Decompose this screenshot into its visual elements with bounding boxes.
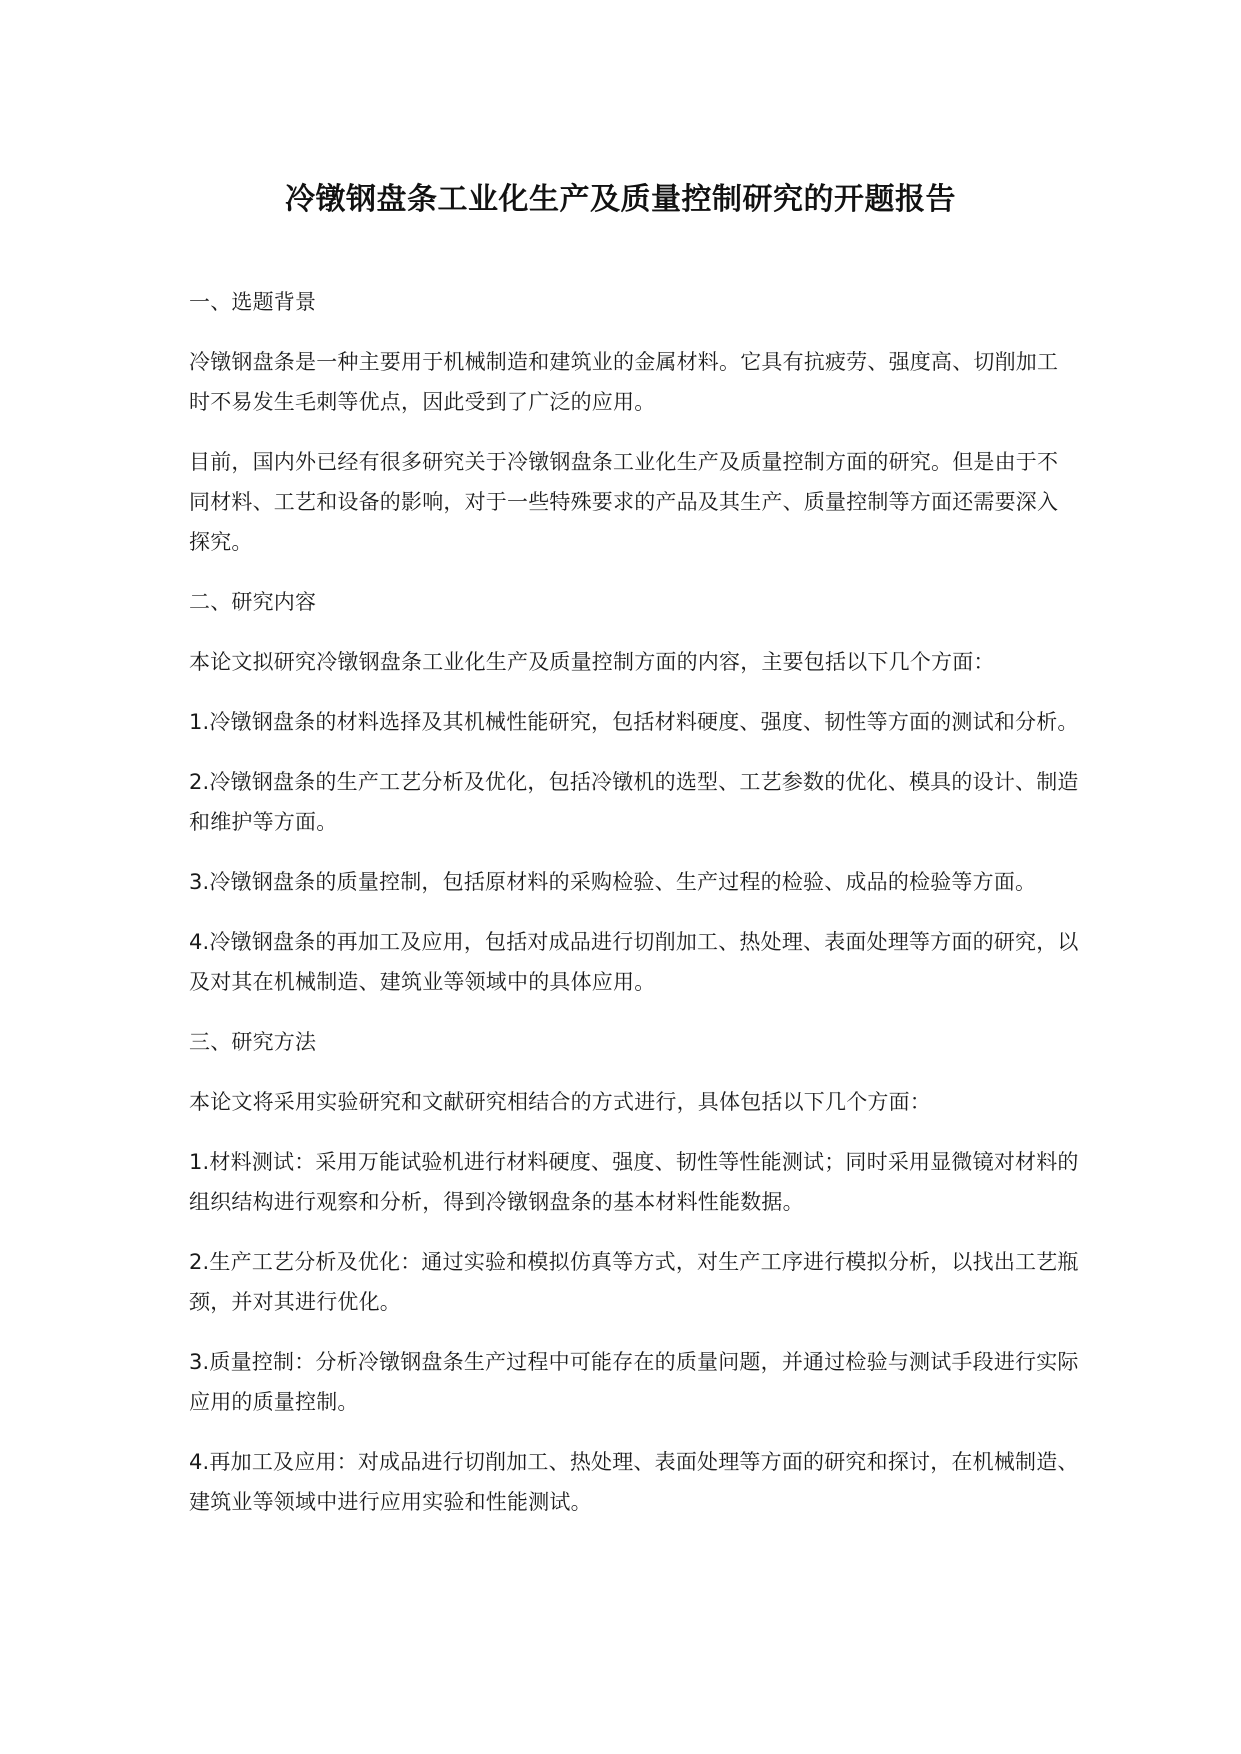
paragraph: 本论文将采用实验研究和文献研究相结合的方式进行，具体包括以下几个方面： bbox=[189, 1090, 931, 1114]
list-item: 1.冷镦钢盘条的材料选择及其机械性能研究，包括材料硬度、强度、韧性等方面的测试和分析。 bbox=[189, 710, 1079, 734]
section-heading: 三、研究方法 bbox=[189, 1030, 317, 1054]
list-item: 2.冷镦钢盘条的生产工艺分析及优化，包括冷镦机的选型、工艺参数的优化、模具的设计、制造和维护等方面。 bbox=[189, 770, 1079, 834]
document-body bbox=[189, 282, 1079, 1542]
paragraph: 本论文拟研究冷镦钢盘条工业化生产及质量控制方面的内容，主要包括以下几个方面： bbox=[189, 650, 995, 674]
section-heading: 一、选题背景 bbox=[189, 290, 317, 314]
list-item: 3.冷镦钢盘条的质量控制，包括原材料的采购检验、生产过程的检验、成品的检验等方面。 bbox=[189, 870, 1037, 894]
section-research-methods bbox=[189, 1022, 1079, 1522]
list-item: 4.冷镦钢盘条的再加工及应用，包括对成品进行切削加工、热处理、表面处理等方面的研究，以及对其在机械制造、建筑业等领域中的具体应用。 bbox=[189, 930, 1079, 994]
paragraph: 冷镦钢盘条是一种主要用于机械制造和建筑业的金属材料。它具有抗疲劳、强度高、切削加工时不易发生毛刺等优点，因此受到了广泛的应用。 bbox=[189, 350, 1059, 414]
section-heading: 二、研究内容 bbox=[189, 590, 317, 614]
section-background bbox=[189, 282, 1079, 562]
document-title: 冷镦钢盘条工业化生产及质量控制研究的开题报告 bbox=[285, 182, 956, 217]
paragraph: 目前，国内外已经有很多研究关于冷镦钢盘条工业化生产及质量控制方面的研究。但是由于不同材料、工艺和设备的影响，对于一些特殊要求的产品及其生产、质量控制等方面还需要深入探究。 bbox=[189, 450, 1059, 554]
list-item: 3.质量控制：分析冷镦钢盘条生产过程中可能存在的质量问题，并通过检验与测试手段进行实际应用的质量控制。 bbox=[189, 1350, 1079, 1414]
list-item: 2.生产工艺分析及优化：通过实验和模拟仿真等方式，对生产工序进行模拟分析，以找出工艺瓶颈，并对其进行优化。 bbox=[189, 1250, 1079, 1314]
section-research-content bbox=[189, 582, 1079, 1002]
list-item: 1.材料测试：采用万能试验机进行材料硬度、强度、韧性等性能测试；同时采用显微镜对材料的组织结构进行观察和分析，得到冷镦钢盘条的基本材料性能数据。 bbox=[189, 1150, 1079, 1214]
list-item: 4.再加工及应用：对成品进行切削加工、热处理、表面处理等方面的研究和探讨，在机械制造、建筑业等领域中进行应用实验和性能测试。 bbox=[189, 1450, 1079, 1514]
